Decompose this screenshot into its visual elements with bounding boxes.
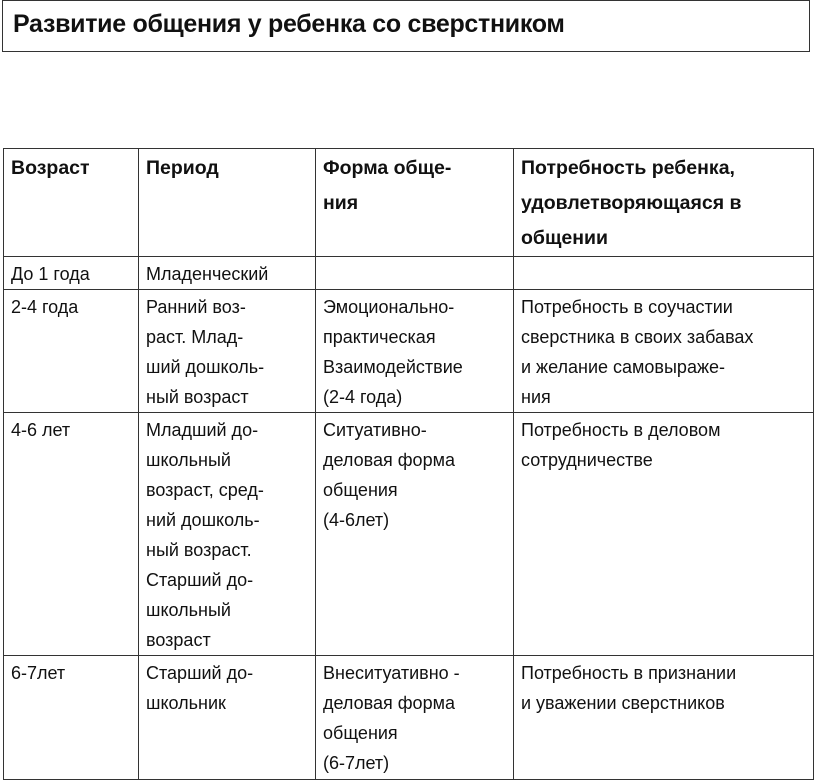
cell-line: Ситуативно- (323, 420, 427, 440)
cell-line: Младенческий (146, 264, 269, 284)
cell-need (514, 413, 814, 656)
cell-line: 4-6 лет (11, 420, 71, 440)
page-title: Развитие общения у ребенка со сверстником (13, 10, 565, 38)
cell-line: ный возраст (146, 387, 249, 407)
cell-line: ния (521, 387, 551, 407)
cell-need (514, 290, 814, 413)
cell-line: 6-7лет (11, 663, 66, 683)
table-row (4, 656, 814, 780)
cell-line: возраст (146, 630, 211, 650)
cell-line: общения (323, 723, 398, 743)
cell-line: Потребность ребенка, (521, 157, 735, 179)
cell-line: и уважении сверстников (521, 693, 725, 713)
cell-line: Эмоционально- (323, 297, 455, 317)
cell-line: Потребность в деловом (521, 420, 721, 440)
cell-form (316, 290, 514, 413)
cell-period (139, 257, 316, 290)
cell-need (514, 257, 814, 290)
cell-line: возраст, сред- (146, 480, 264, 500)
cell-line: общения (323, 480, 398, 500)
header-row (4, 149, 814, 257)
header-cell-need (514, 149, 814, 257)
cell-period (139, 290, 316, 413)
cell-line: Возраст (11, 157, 90, 179)
cell-line: ния (323, 192, 359, 214)
cell-line: (4-6лет) (323, 510, 390, 530)
table-row (4, 257, 814, 290)
table-row (4, 413, 814, 656)
header-cell-age (4, 149, 139, 257)
title-box (2, 0, 810, 52)
cell-form (316, 413, 514, 656)
header-cell-form (316, 149, 514, 257)
cell-need (514, 656, 814, 780)
cell-line: До 1 года (11, 264, 90, 284)
cell-line: школьник (146, 693, 226, 713)
cell-line: Внеситуативно - (323, 663, 460, 683)
cell-line: Период (146, 157, 219, 179)
cell-line: Взаимодействие (323, 357, 463, 377)
cell-line: Потребность в соучастии (521, 297, 733, 317)
cell-line: и желание самовыраже- (521, 357, 725, 377)
cell-age (4, 257, 139, 290)
cell-line: практическая (323, 327, 436, 347)
cell-line: удовлетворяющаяся в (521, 192, 742, 214)
cell-line: ный возраст. (146, 540, 252, 560)
cell-line: школьный (146, 450, 231, 470)
cell-line: школьный (146, 600, 231, 620)
cell-line: деловая форма (323, 450, 455, 470)
cell-line: Старший до- (146, 663, 254, 683)
cell-line: (2-4 года) (323, 387, 403, 407)
cell-age (4, 413, 139, 656)
cell-line: Форма обще- (323, 157, 452, 179)
cell-form (316, 656, 514, 780)
table-row (4, 290, 814, 413)
cell-line: 2-4 года (11, 297, 79, 317)
header-cell-period (139, 149, 316, 257)
cell-line: деловая форма (323, 693, 455, 713)
cell-age (4, 290, 139, 413)
cell-line: Ранний воз- (146, 297, 246, 317)
cell-line: ний дошколь- (146, 510, 260, 530)
cell-line: сотрудничестве (521, 450, 653, 470)
cell-line: раст. Млад- (146, 327, 244, 347)
cell-line: Старший до- (146, 570, 254, 590)
cell-line: Младший до- (146, 420, 259, 440)
cell-line: сверстника в своих забавах (521, 327, 754, 347)
cell-line: (6-7лет) (323, 753, 390, 773)
cell-form (316, 257, 514, 290)
cell-age (4, 656, 139, 780)
cell-line: Потребность в признании (521, 663, 737, 683)
communication-table (3, 148, 814, 780)
cell-period (139, 656, 316, 780)
cell-period (139, 413, 316, 656)
cell-line: ший дошколь- (146, 357, 265, 377)
cell-line: общении (521, 227, 609, 249)
